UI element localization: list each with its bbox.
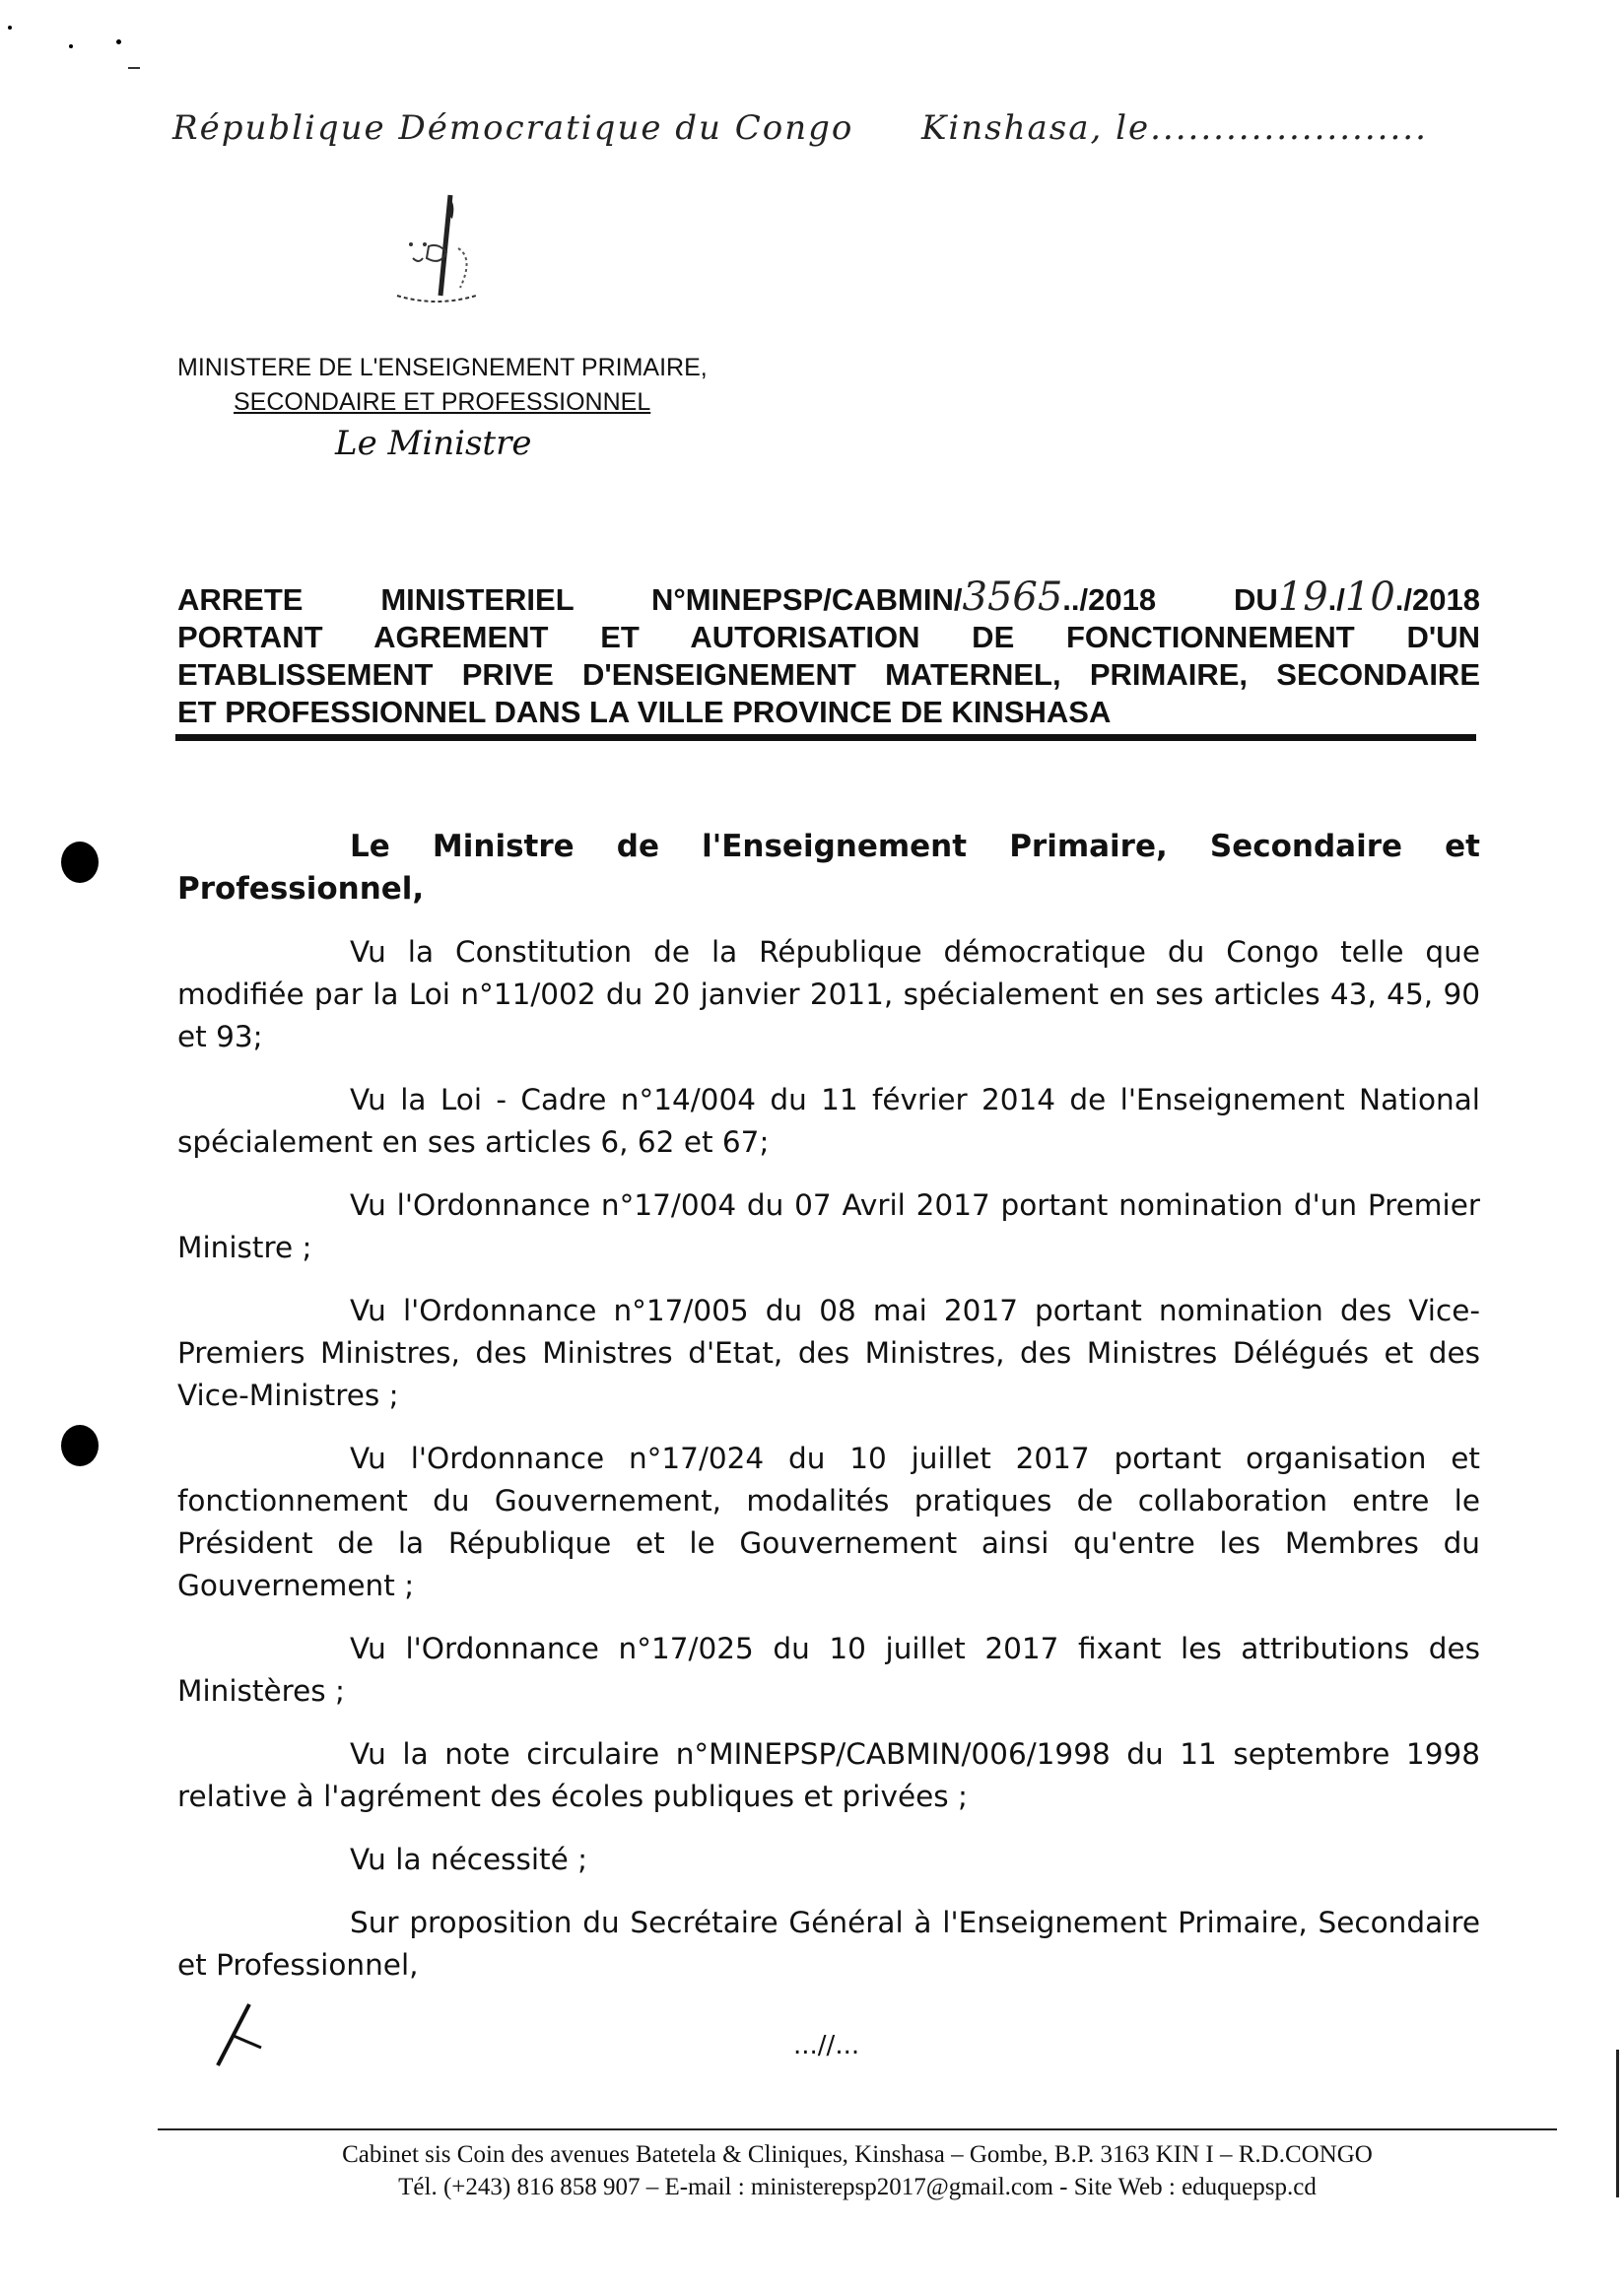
- punch-hole: [61, 842, 99, 883]
- preamble-paragraph: Vu l'Ordonnance n°17/005 du 08 mai 2017 portant nomination des Vice-Premiers Ministres, des Ministres d'Etat, des Ministres, des Ministres Délégués et des Vice-Ministres ;: [177, 1294, 1480, 1412]
- title-rule: [175, 734, 1476, 741]
- decree-title-line: ET PROFESSIONNEL DANS LA VILLE PROVINCE DE KINSHASA: [177, 695, 1112, 729]
- ministry-name-line2: SECONDAIRE ET PROFESSIONNEL: [234, 388, 651, 416]
- footer-contact-line: Tél. (+243) 816 858 907 – E-mail : ministerepsp2017@gmail.com - Site Web : eduquepsp.cd: [398, 2174, 1317, 2200]
- decree-month: 10: [1344, 574, 1395, 620]
- continuation-mark: ...//...: [793, 2031, 860, 2060]
- preamble-paragraph: Sur proposition du Secrétaire Général à l'Enseignement Primaire, Secondaire et Professionnel,: [177, 1906, 1480, 1982]
- country-header: République Démocratique du Congo: [172, 108, 854, 148]
- decree-number-line: ARRETE MINISTERIEL N°MINEPSP/CABMIN/3565../2018 DU19./10./2018: [177, 574, 1480, 620]
- punch-hole: [61, 1425, 99, 1466]
- decree-title: [177, 574, 1480, 731]
- place-date: Kinshasa, le......................: [921, 108, 1428, 148]
- initials-mark: [212, 2000, 271, 2069]
- preamble-paragraph: Vu l'Ordonnance n°17/025 du 10 juillet 2017 fixant les attributions des Ministères ;: [177, 1632, 1480, 1708]
- preamble-paragraph: Vu l'Ordonnance n°17/024 du 10 juillet 2017 portant organisation et fonctionnement du Gouvernement, modalités pratiques de collaboration entre le Président de la République et le Gouvernement ainsi qu'entre les Membres du Gouvernement ;: [177, 1442, 1480, 1602]
- preamble-paragraph: Vu la Loi - Cadre n°14/004 du 11 février 2014 de l'Enseignement National spécialement en ses articles 6, 62 et 67;: [177, 1083, 1480, 1159]
- preamble-paragraph: Vu la nécessité ;: [350, 1843, 588, 1876]
- footer-rule: [158, 2128, 1557, 2130]
- footer-address: [158, 2138, 1557, 2203]
- preamble-paragraph: Vu la Constitution de la République démocratique du Congo telle que modifiée par la Loi n°11/002 du 20 janvier 2011, spécialement en ses articles 43, 45, 90 et 93;: [177, 935, 1480, 1053]
- decree-number: 3565: [962, 574, 1063, 620]
- scan-edge-mark: [1616, 2050, 1619, 2197]
- preamble-paragraph: Vu la note circulaire n°MINEPSP/CABMIN/006/1998 du 11 septembre 1998 relative à l'agrément des écoles publiques et privées ;: [177, 1737, 1480, 1813]
- decree-body: [177, 826, 1480, 2007]
- preamble-heading: Le Ministre de l'Enseignement Primaire, Secondaire et Professionnel,: [177, 829, 1480, 907]
- scan-speck: [8, 26, 12, 30]
- ministry-name-line1: MINISTERE DE L'ENSEIGNEMENT PRIMAIRE,: [177, 354, 708, 381]
- decree-title-line: ETABLISSEMENT PRIVE D'ENSEIGNEMENT MATERNEL, PRIMAIRE, SECONDAIRE: [177, 657, 1480, 692]
- footer-address-line: Cabinet sis Coin des avenues Batetela & Cliniques, Kinshasa – Gombe, B.P. 3163 KIN I – R.D.CONGO: [342, 2141, 1373, 2168]
- coat-of-arms-emblem: [389, 187, 498, 310]
- preamble-paragraph: Vu l'Ordonnance n°17/004 du 07 Avril 2017 portant nomination d'un Premier Ministre ;: [177, 1188, 1480, 1264]
- scan-speck: [116, 39, 121, 44]
- signature-title: Le Ministre: [335, 424, 532, 463]
- scan-speck: [69, 44, 73, 48]
- decree-day: 19: [1277, 574, 1328, 620]
- decree-title-line: PORTANT AGREMENT ET AUTORISATION DE FONCTIONNEMENT D'UN: [177, 620, 1480, 654]
- scan-speck: [128, 67, 140, 69]
